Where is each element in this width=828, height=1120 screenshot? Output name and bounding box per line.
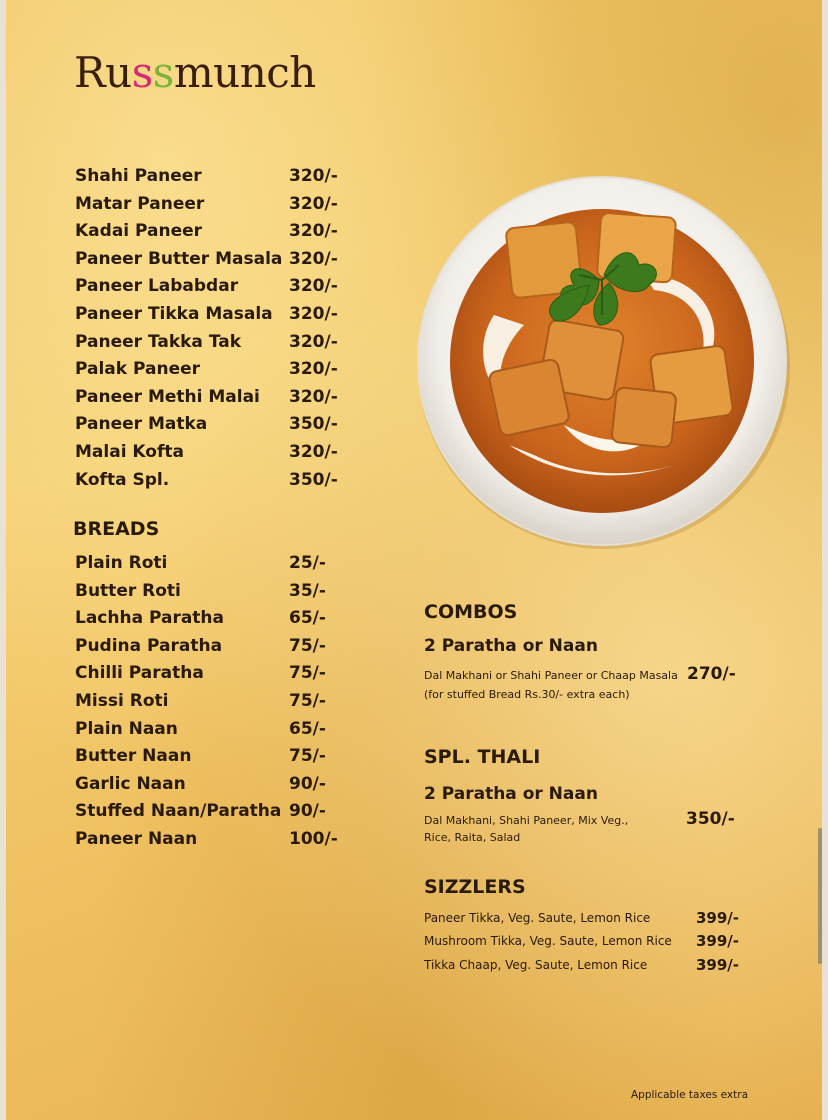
paneer-curry-bowl-image [414,175,794,555]
item-name: Tikka Chaap, Veg. Saute, Lemon Rice [424,958,648,972]
logo-text-munch: munch [173,48,316,97]
item-price: 320/- [289,221,338,242]
item-name: Paneer Methi Malai [75,386,260,407]
item-name: Chilli Paratha [75,663,204,684]
item-name: Butter Naan [75,746,192,767]
item-name: Missi Roti [75,690,169,711]
combos-description: Dal Makhani or Shahi Paneer or Chaap Masala [424,669,678,682]
item-price: 320/- [289,248,338,269]
item-price: 25/- [289,553,326,573]
item-price: 90/- [289,801,326,822]
item-name: Malai Kofta [75,441,184,462]
item-price: 320/- [289,276,338,297]
item-name: Butter Roti [75,580,181,601]
thali-subtitle: 2 Paratha or Naan [424,784,598,804]
item-price: 75/- [289,746,326,767]
item-name: Plain Roti [75,553,168,573]
item-name: Matar Paneer [75,193,205,214]
item-name: Stuffed Naan/Paratha [75,801,282,822]
item-price: 350/- [289,414,338,435]
item-price: 320/- [289,386,338,407]
sizzlers-heading: SIZZLERS [424,876,526,898]
item-name: Paneer Tikka, Veg. Saute, Lemon Rice [424,911,651,925]
item-price: 320/- [289,359,338,380]
item-name: Mushroom Tikka, Veg. Saute, Lemon Rice [424,934,672,948]
item-price: 320/- [289,441,338,462]
page-edge-left [0,0,6,1120]
sizzler-item [424,911,744,933]
combos-subtitle: 2 Paratha or Naan [424,636,598,656]
combos-price: 270/- [687,664,736,684]
item-price: 75/- [289,663,326,684]
item-name: Lachha Paratha [75,608,225,629]
item-name: Paneer Lababdar [75,276,239,297]
item-name: Paneer Tikka Masala [75,303,273,324]
item-price: 399/- [696,909,740,927]
combos-heading: COMBOS [424,601,518,623]
scrollbar-thumb[interactable] [818,828,822,964]
item-price: 320/- [289,303,338,324]
item-name: Paneer Butter Masala [75,248,283,269]
item-price: 75/- [289,635,326,656]
item-name: Pudina Paratha [75,635,223,656]
logo-letter-pink: s [131,48,153,97]
item-price: 65/- [289,718,326,739]
item-price: 350/- [289,469,338,490]
thali-description-2: Rice, Raita, Salad [424,831,521,844]
page-edge-right [822,0,828,1120]
item-price: 35/- [289,580,326,601]
item-name: Shahi Paneer [75,166,202,186]
logo-text-ru: Ru [74,48,132,97]
taxes-note: Applicable taxes extra [631,1089,749,1101]
item-price: 90/- [289,773,326,794]
brand-logo [74,48,316,97]
thali-price: 350/- [686,809,735,829]
logo-letter-green: s [152,48,174,97]
item-price: 399/- [696,956,740,974]
item-price: 320/- [289,193,338,214]
item-price: 65/- [289,608,326,629]
item-price: 75/- [289,690,326,711]
item-price: 320/- [289,331,338,352]
item-name: Plain Naan [75,718,178,739]
thali-description: Dal Makhani, Shahi Paneer, Mix Veg., [424,814,629,827]
thali-heading: SPL. THALI [424,746,541,768]
item-name: Kofta Spl. [75,469,170,490]
sizzler-item [424,934,744,956]
item-name: Palak Paneer [75,359,201,380]
item-name: Paneer Takka Tak [75,331,241,352]
sizzler-item [424,958,744,980]
item-price: 320/- [289,166,338,186]
item-name: Garlic Naan [75,773,186,794]
item-price: 100/- [289,828,338,849]
breads-heading: BREADS [73,518,160,540]
item-name: Paneer Naan [75,828,198,849]
item-price: 399/- [696,932,740,950]
item-name: Paneer Matka [75,414,208,435]
combos-note: (for stuffed Bread Rs.30/- extra each) [424,688,630,701]
item-name: Kadai Paneer [75,221,203,242]
